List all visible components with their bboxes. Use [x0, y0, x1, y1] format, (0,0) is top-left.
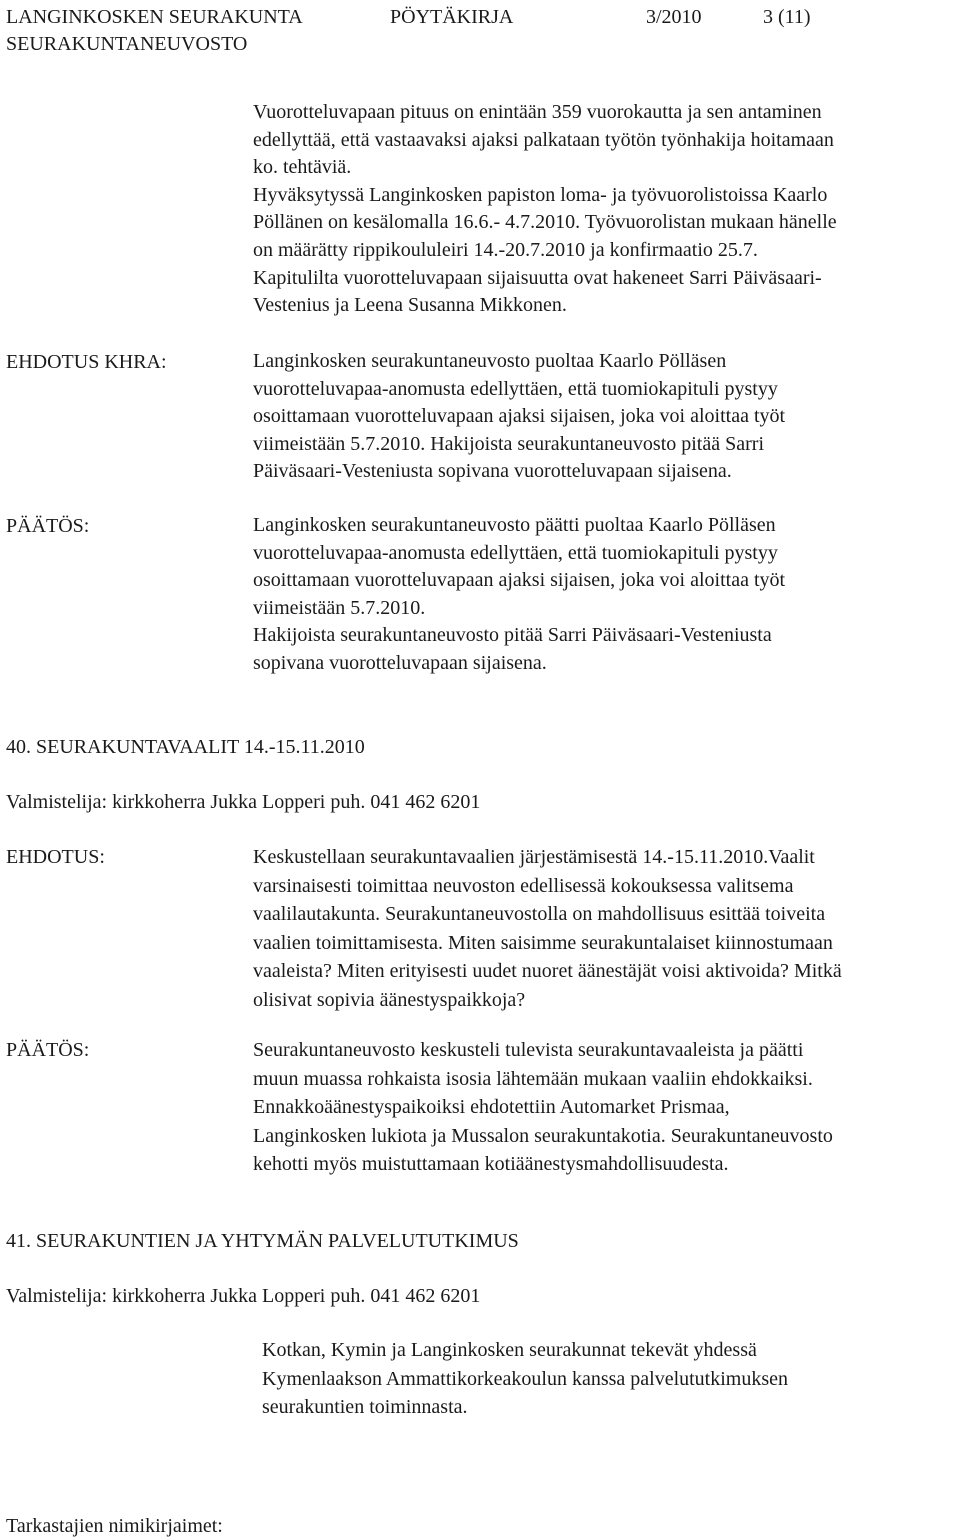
text-line: Keskustellaan seurakuntavaalien järjestämisestä 14.-15.11.2010.Vaalit	[253, 846, 815, 868]
issuing-body: SEURAKUNTANEUVOSTO	[6, 33, 248, 55]
text-line: vaalilautakunta. Seurakuntaneuvostolla on mahdollisuus esittää toiveita	[253, 903, 826, 926]
preparer-line: Valmistelija: kirkkoherra Jukka Lopperi puh. 041 462 6201	[6, 1285, 481, 1307]
section-heading: 40. SEURAKUNTAVAALIT 14.-15.11.2010	[6, 736, 365, 758]
text-line: Hakijoista seurakuntaneuvosto pitää Sarri Päiväsaari-Vesteniusta	[253, 624, 772, 647]
page-number: 3 (11)	[763, 6, 811, 28]
text-line: vuorotteluvapaa-anomusta edellyttäen, että tuomiokapituli pystyy	[253, 541, 778, 564]
intro-paragraph	[253, 99, 837, 320]
proposal-label: EHDOTUS:	[6, 846, 105, 868]
section-41-text	[262, 1336, 788, 1422]
text-line: Ennakkoäänestyspaikoiksi ehdotettiin Automarket Prismaa,	[253, 1096, 730, 1119]
text-line: kehotti myös muistuttamaan kotiäänestysmahdollisuudesta.	[253, 1153, 729, 1176]
text-line: Vestenius ja Leena Susanna Mikkonen.	[253, 294, 567, 317]
text-line: osoittamaan vuorotteluvapaan ajaksi sijaisen, joka voi aloittaa työt	[253, 405, 786, 428]
text-line: viimeistään 5.7.2010.	[253, 596, 426, 619]
org-name: LANGINKOSKEN SEURAKUNTA	[6, 6, 303, 28]
text-line: Pöllänen on kesälomalla 16.6.- 4.7.2010. Työvuorolistan mukaan hänelle	[253, 211, 837, 234]
text-line: sopivana vuorotteluvapaan sijaisena.	[253, 651, 547, 674]
text-line: Kymenlaakson Ammattikorkeakoulun kanssa palvelututkimuksen	[262, 1367, 789, 1390]
text-line: Langinkosken seurakuntaneuvosto puoltaa Kaarlo Pölläsen	[253, 350, 727, 372]
decision-label: PÄÄTÖS:	[6, 515, 90, 537]
text-line: Kapitulilta vuorotteluvapaan sijaisuutta ovat hakeneet Sarri Päiväsaari-	[253, 266, 822, 289]
text-line: vaalien toimittamisesta. Miten saisimme seurakuntalaiset kiinnostumaan	[253, 931, 833, 954]
preparer-line: Valmistelija: kirkkoherra Jukka Lopperi puh. 041 462 6201	[6, 791, 481, 813]
decision-label: PÄÄTÖS:	[6, 1039, 90, 1061]
text-line: Langinkosken lukiota ja Mussalon seurakuntakotia. Seurakuntaneuvosto	[253, 1124, 833, 1147]
text-line: vuorotteluvapaa-anomusta edellyttäen, että tuomiokapituli pystyy	[253, 377, 778, 400]
initials-label: Tarkastajien nimikirjaimet:	[6, 1515, 223, 1537]
document-type: PÖYTÄKIRJA	[390, 6, 514, 28]
text-line: varsinaisesti toimittaa neuvoston edellisessä kokouksessa valitsema	[253, 874, 794, 897]
text-line: Seurakuntaneuvosto keskusteli tulevista seurakuntavaaleista ja päätti	[253, 1039, 804, 1061]
text-line: muun muassa rohkaista isosia lähtemään mukaan vaaliin ehdokkaiksi.	[253, 1067, 813, 1090]
text-line: edellyttää, että vastaavaksi ajaksi palkataan työtön työnhakija hoitamaan	[253, 128, 834, 151]
proposal-khra-label: EHDOTUS KHRA:	[6, 351, 167, 373]
text-line: vaaleista? Miten erityisesti uudet nuoret äänestäjät voisi aktivoida? Mitkä	[253, 960, 842, 983]
text-line: Hyväksytyssä Langinkosken papiston loma- ja työvuorolistoissa Kaarlo	[253, 183, 828, 206]
decision-text	[253, 1036, 833, 1179]
text-line: Päiväsaari-Vesteniusta sopivana vuorotteluvapaan sijaisena.	[253, 460, 732, 483]
issue-number: 3/2010	[646, 6, 702, 28]
decision-text	[253, 512, 785, 678]
text-line: seurakuntien toiminnasta.	[262, 1396, 468, 1419]
proposal-khra-text	[253, 348, 785, 486]
text-line: ko. tehtäviä.	[253, 156, 352, 179]
proposal-text	[253, 843, 842, 1015]
text-line: olisivat sopivia äänestyspaikkoja?	[253, 988, 526, 1011]
text-line: Langinkosken seurakuntaneuvosto päätti puoltaa Kaarlo Pölläsen	[253, 514, 776, 536]
text-line: on määrätty rippikoululeiri 14.-20.7.2010 ja konfirmaatio 25.7.	[253, 238, 758, 261]
text-line: Vuorotteluvapaan pituus on enintään 359 vuorokautta ja sen antaminen	[253, 101, 822, 123]
text-line: viimeistään 5.7.2010. Hakijoista seurakuntaneuvosto pitää Sarri	[253, 432, 764, 455]
text-line: osoittamaan vuorotteluvapaan ajaksi sijaisen, joka voi aloittaa työt	[253, 569, 786, 592]
text-line: Kotkan, Kymin ja Langinkosken seurakunnat tekevät yhdessä	[262, 1339, 757, 1361]
section-heading: 41. SEURAKUNTIEN JA YHTYMÄN PALVELUTUTKIMUS	[6, 1230, 519, 1252]
